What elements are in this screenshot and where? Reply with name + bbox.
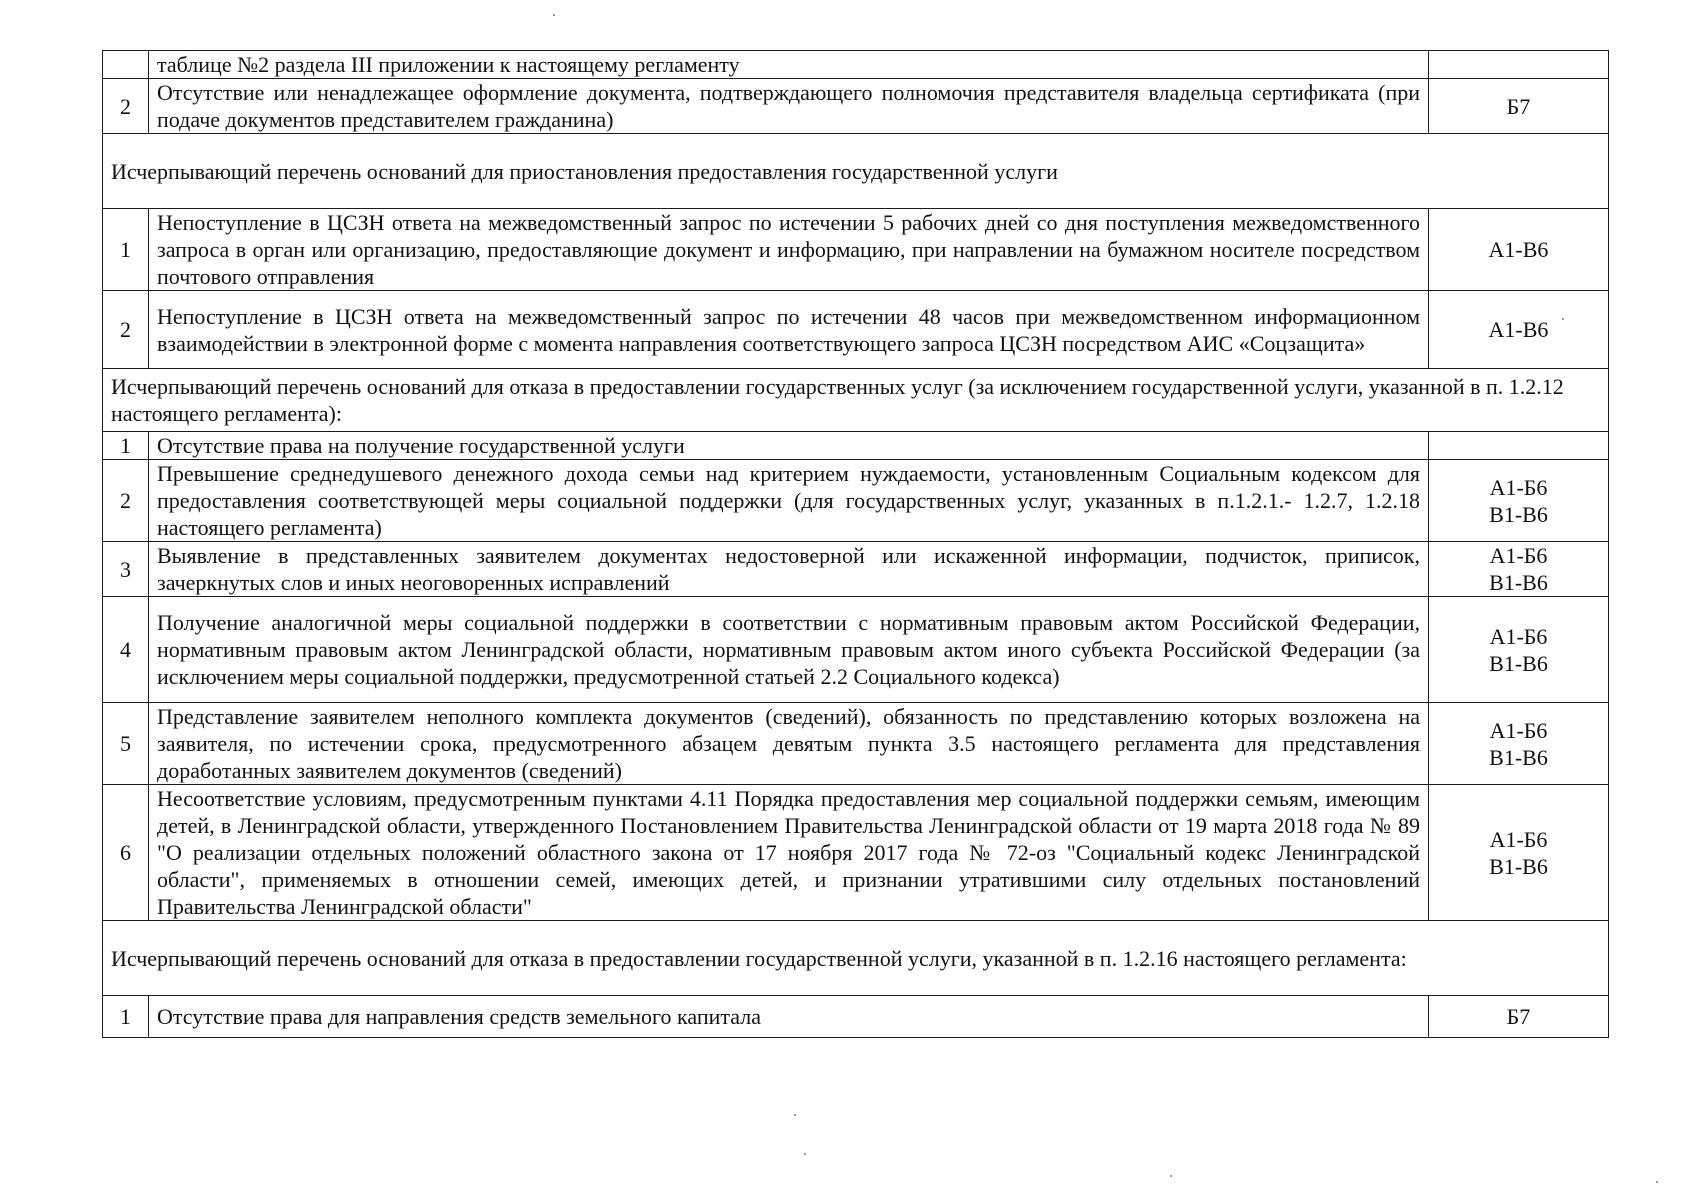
row-text-cell: Отсутствие или ненадлежащее оформление документа, подтверждающего полномочия представителя владельца сертификата (при подаче документов представителем гражданина) [149, 79, 1429, 134]
row-number-cell: 5 [103, 703, 149, 785]
scan-speck [794, 1114, 796, 1116]
row-code-cell [1429, 209, 1609, 291]
code-label: В1-В6 [1489, 650, 1548, 676]
table-row [103, 785, 1609, 921]
row-text-cell: таблице №2 раздела III приложении к настоящему регламенту [149, 51, 1429, 79]
code-label: А1-Б6 [1489, 717, 1548, 743]
scan-speck [804, 1153, 806, 1155]
row-text-cell: Непоступление в ЦСЗН ответа на межведомственный запрос по истечении 5 рабочих дней со дня поступления межведомственного запроса в орган или организацию, предоставляющие документ и информацию, при направлении на бумажном носителе посредством почтового отправления [149, 209, 1429, 291]
row-text-cell: Отсутствие права на получение государственной услуги [149, 432, 1429, 460]
code-label: А1-В6 [1488, 237, 1549, 262]
row-code-cell [1429, 996, 1609, 1038]
table-row [103, 432, 1609, 460]
row-code-cell [1429, 291, 1609, 369]
scan-speck [553, 14, 555, 16]
table-row [103, 597, 1609, 703]
section-row-refusal [103, 369, 1609, 432]
table-row [103, 209, 1609, 291]
regulation-table-body [103, 51, 1609, 1038]
document-page [102, 50, 1608, 1038]
row-number-cell: 6 [103, 785, 149, 921]
section-row-land-capital [103, 921, 1609, 996]
row-number-cell: 3 [103, 542, 149, 597]
row-text-cell: Превышение среднедушевого денежного дохода семьи над критерием нуждаемости, установленным Социальным кодексом для предоставления соответствующей меры социальной поддержки (для государственных услуг, указанных в п.1.2.1.- 1.2.7, 1.2.18 настоящего регламента) [149, 460, 1429, 542]
row-code-cell [1429, 51, 1609, 79]
code-label: В1-В6 [1489, 853, 1548, 879]
row-code-cell [1429, 703, 1609, 785]
row-number-cell: 1 [103, 432, 149, 460]
code-label: Б7 [1506, 93, 1531, 119]
row-number-cell: 2 [103, 291, 149, 369]
table-row [103, 291, 1609, 369]
row-code-cell [1429, 432, 1609, 460]
scan-speck [1562, 318, 1564, 320]
row-code-cell [1429, 79, 1609, 134]
code-label: Б7 [1506, 1004, 1531, 1029]
section-heading: Исчерпывающий перечень оснований для отказа в предоставлении государственных услуг (за исключением государственной услуги, указанной в п. 1.2.12 настоящего регламента): [103, 369, 1609, 432]
row-text-cell: Выявление в представленных заявителем документах недостоверной или искаженной информации, подчисток, приписок, зачеркнутых слов и иных неоговоренных исправлений [149, 542, 1429, 597]
row-text-cell: Отсутствие права для направления средств земельного капитала [149, 996, 1429, 1038]
scan-speck [1170, 1175, 1172, 1177]
table-row [103, 542, 1609, 597]
section-row-suspension [103, 134, 1609, 209]
code-label: А1-Б6 [1489, 543, 1548, 568]
scan-speck [1656, 1181, 1658, 1183]
row-text-cell: Получение аналогичной меры социальной поддержки в соответствии с нормативным правовым актом Российской Федерации, нормативным правовым актом Ленинградской области, нормативным правовым актом иного субъекта Российской Федерации (за исключением меры социальной поддержки, предусмотренной статьей 2.2 Социального кодекса) [149, 597, 1429, 703]
section-heading: Исчерпывающий перечень оснований для приостановления предоставления государственной услуги [103, 134, 1609, 209]
row-code-cell [1429, 460, 1609, 542]
row-number-cell: 2 [103, 460, 149, 542]
section-heading: Исчерпывающий перечень оснований для отказа в предоставлении государственной услуги, указанной в п. 1.2.16 настоящего регламента: [103, 921, 1609, 996]
row-number-cell: 1 [103, 996, 149, 1038]
table-row-continuation [103, 51, 1609, 79]
table-row [103, 703, 1609, 785]
table-row [103, 996, 1609, 1038]
table-row [103, 460, 1609, 542]
row-code-cell [1429, 542, 1609, 597]
row-code-cell [1429, 597, 1609, 703]
row-number-cell: 4 [103, 597, 149, 703]
row-number-cell: 1 [103, 209, 149, 291]
regulation-table [102, 50, 1609, 1038]
row-text-cell: Представление заявителем неполного комплекта документов (сведений), обязанность по представлению которых возложена на заявителя, по истечении срока, предусмотренного абзацем девятым пункта 3.5 настоящего регламента для представления доработанных заявителем документов (сведений) [149, 703, 1429, 785]
code-label: А1-Б6 [1489, 623, 1548, 649]
code-label: А1-Б6 [1489, 826, 1548, 852]
row-text-cell: Несоответствие условиям, предусмотренным пунктами 4.11 Порядка предоставления мер социальной поддержки семьям, имеющим детей, в Ленинградской области, утвержденного Постановлением Правительства Ленинградской области от 19 марта 2018 года № 89 "О реализации отдельных положений областного закона от 17 ноября 2017 года № 72-оз "Социальный кодекс Ленинградской области", применяемых в отношении семей, имеющих детей, и признании утратившими силу отдельных постановлений Правительства Ленинградской области" [149, 785, 1429, 921]
row-code-cell [1429, 785, 1609, 921]
table-row [103, 79, 1609, 134]
code-label: А1-Б6 [1489, 474, 1548, 500]
row-number-cell [103, 51, 149, 79]
code-label: В1-В6 [1489, 501, 1548, 527]
code-label: А1-В6 [1488, 317, 1549, 342]
row-number-cell: 2 [103, 79, 149, 134]
code-label: В1-В6 [1489, 570, 1548, 595]
code-label: В1-В6 [1489, 744, 1548, 770]
row-text-cell: Непоступление в ЦСЗН ответа на межведомственный запрос по истечении 48 часов при межведомственном информационном взаимодействии в электронной форме с момента направления соответствующего запроса ЦСЗН посредством АИС «Соцзащита» [149, 291, 1429, 369]
